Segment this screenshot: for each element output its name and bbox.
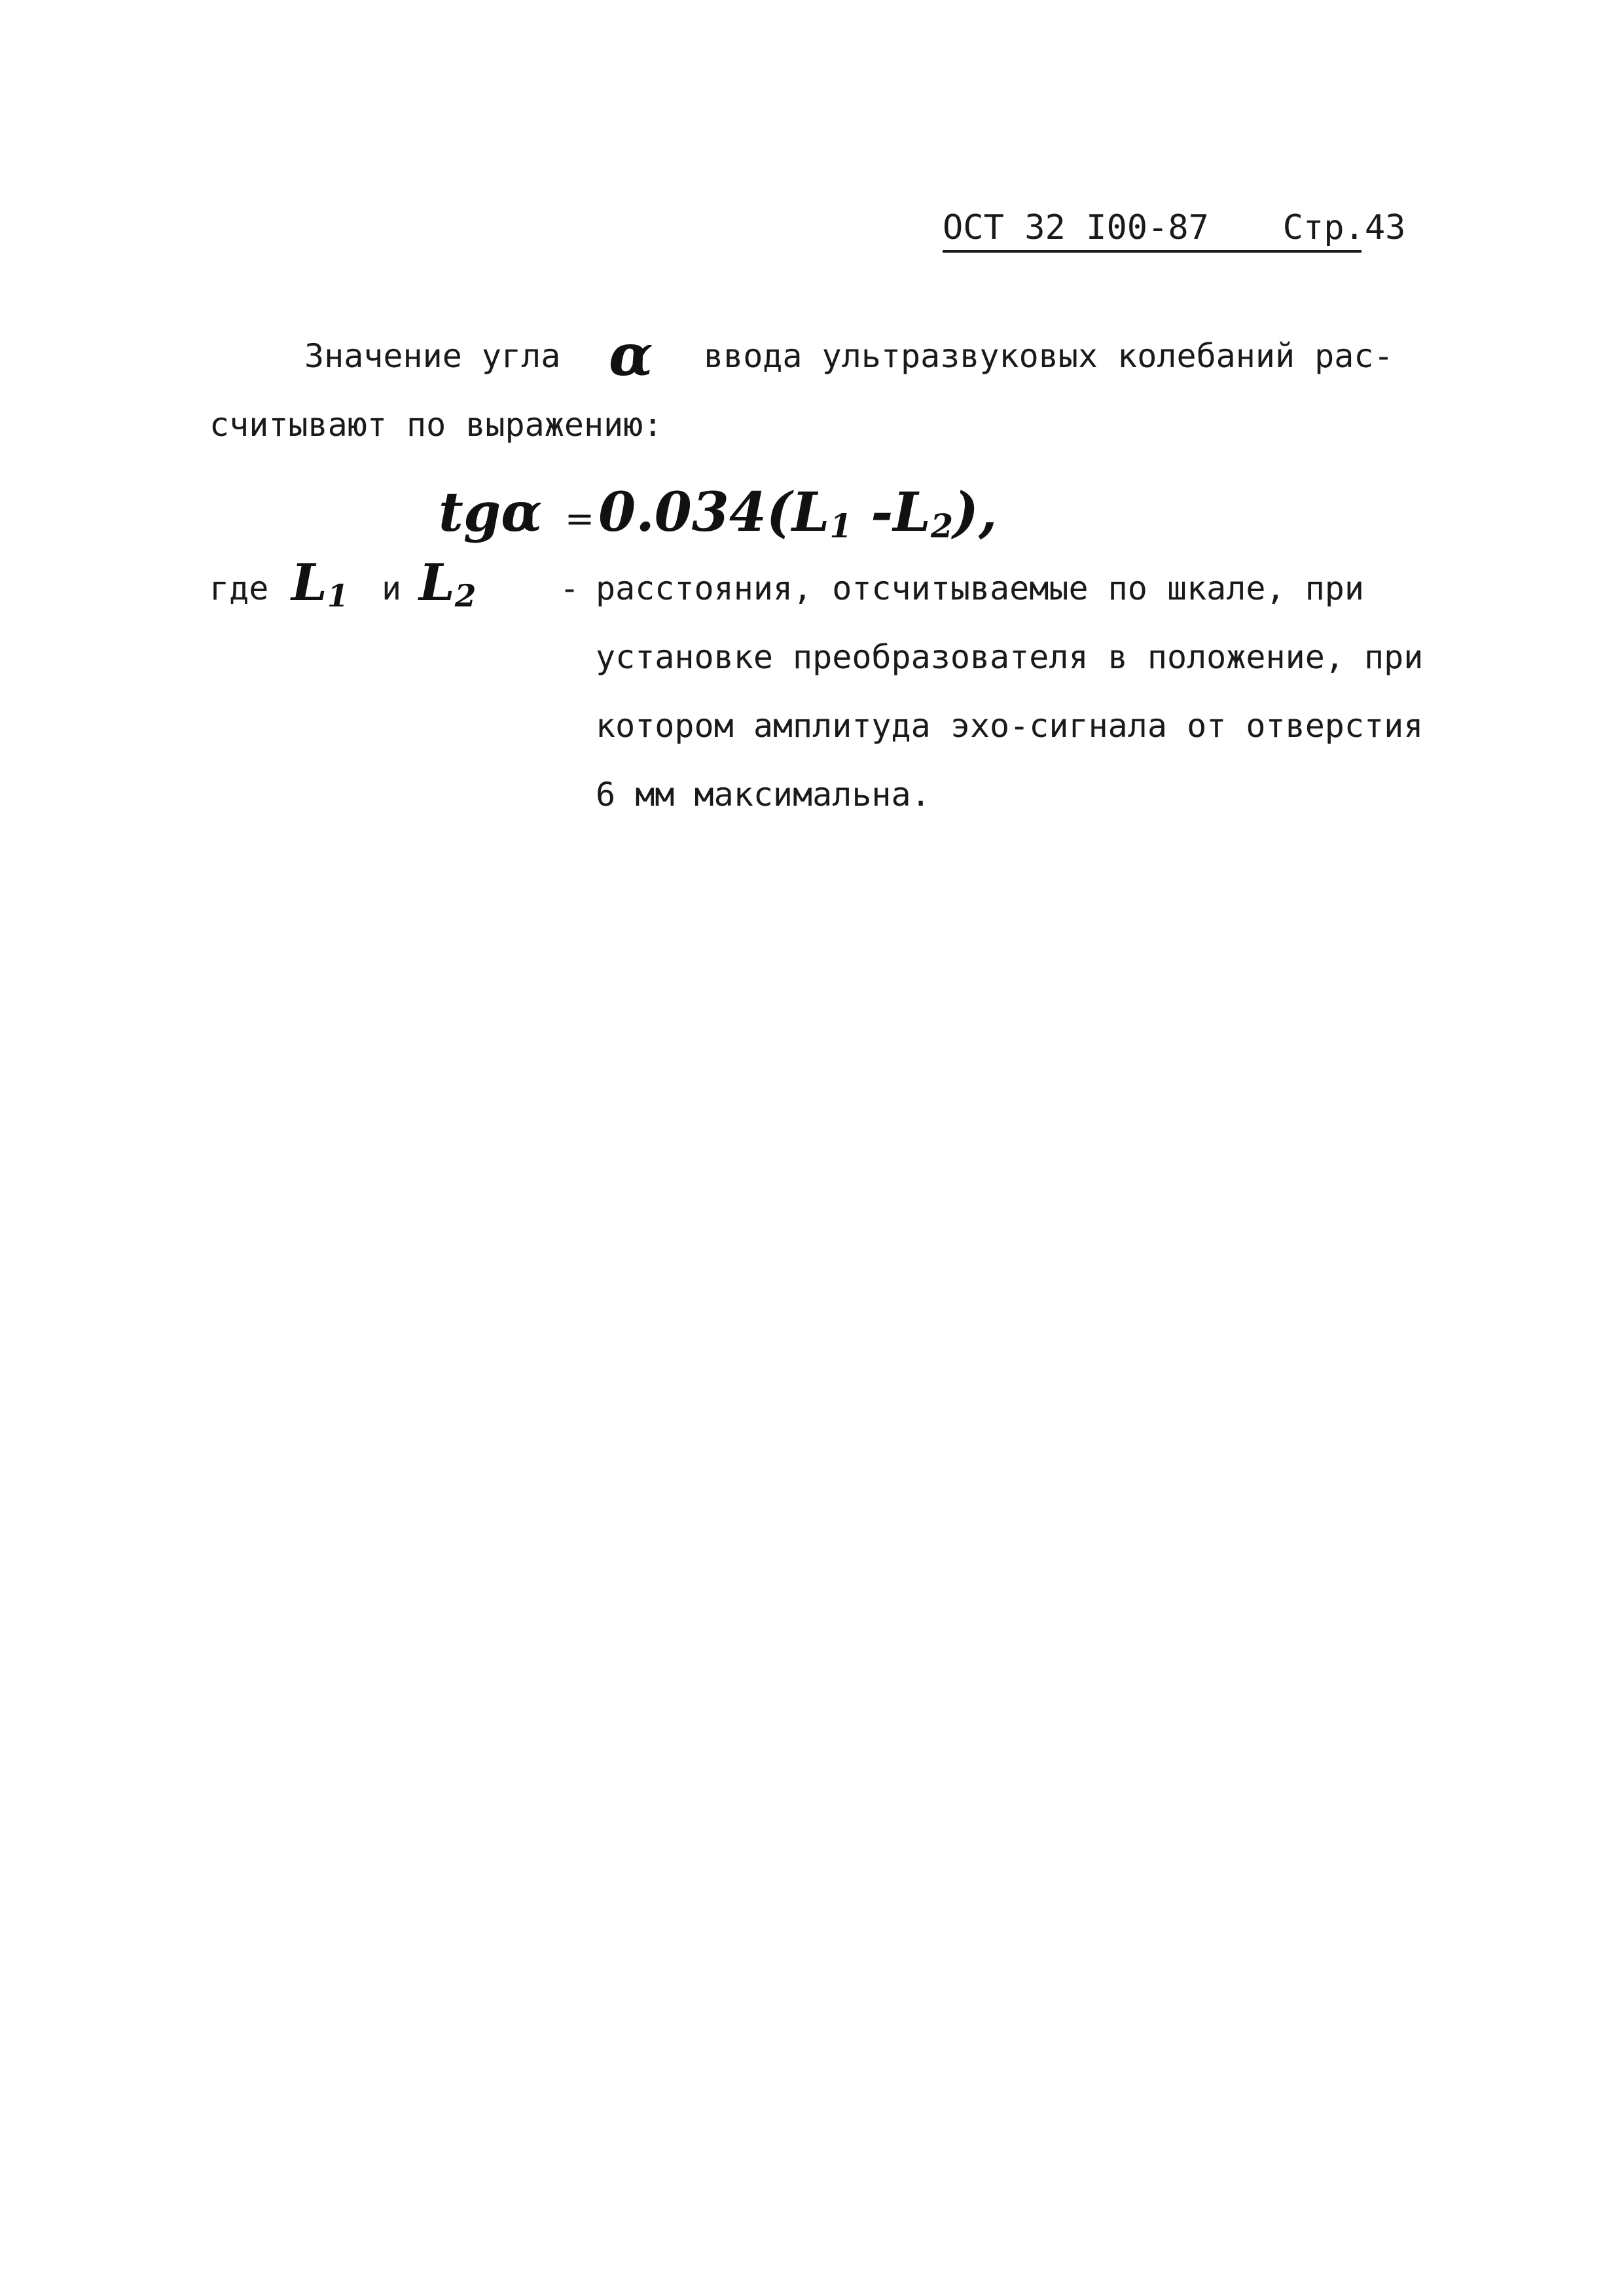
formula-close: ), (953, 481, 998, 544)
document-code: ОСТ 32 I00-87 (943, 208, 1209, 247)
where-l2-subscript: 2 (454, 578, 477, 615)
formula-l1-subscript: 1 (829, 507, 852, 545)
alpha-symbol: α (609, 321, 653, 389)
formula-equals: = (564, 498, 595, 539)
paragraph-line-1-end (704, 337, 1394, 375)
paragraph-line-1 (304, 337, 560, 375)
definition-dash: - (560, 569, 580, 607)
formula-open-paren: ( (766, 481, 792, 544)
definition-line-4: 6 мм максимальна. (596, 776, 931, 814)
where-l2-letter: L (419, 553, 455, 613)
where-word: где (209, 569, 269, 607)
page-header (943, 208, 1405, 247)
definition-line-2: установке преобразователя в положение, при (596, 638, 1424, 676)
where-l1-subscript: 1 (327, 578, 349, 615)
formula-minus: - (871, 481, 893, 544)
formula (439, 481, 997, 545)
header-underline (943, 250, 1362, 253)
where-and: и (382, 569, 402, 607)
page-number: Стр.43 (1282, 208, 1406, 247)
definition-line-1: расстояния, отсчитываемые по шкале, при (596, 569, 1364, 607)
definition-line-3: котором амплитуда эхо-сигнала от отверстия (596, 707, 1424, 745)
paragraph-line-2: считывают по выражению: (209, 406, 663, 444)
formula-l2: L (893, 481, 931, 544)
where-l2 (419, 553, 476, 614)
paragraph-text-end: ввода ультразвуковых колебаний рас- (704, 337, 1394, 375)
formula-l2-subscript: 2 (930, 507, 954, 545)
formula-l1: L (791, 481, 830, 544)
paragraph-text-start: Значение угла (304, 337, 561, 375)
where-l1-letter: L (291, 553, 327, 613)
where-l1 (291, 553, 348, 614)
formula-lhs: tgα (439, 481, 543, 544)
formula-coefficient: 0.034 (598, 481, 767, 544)
